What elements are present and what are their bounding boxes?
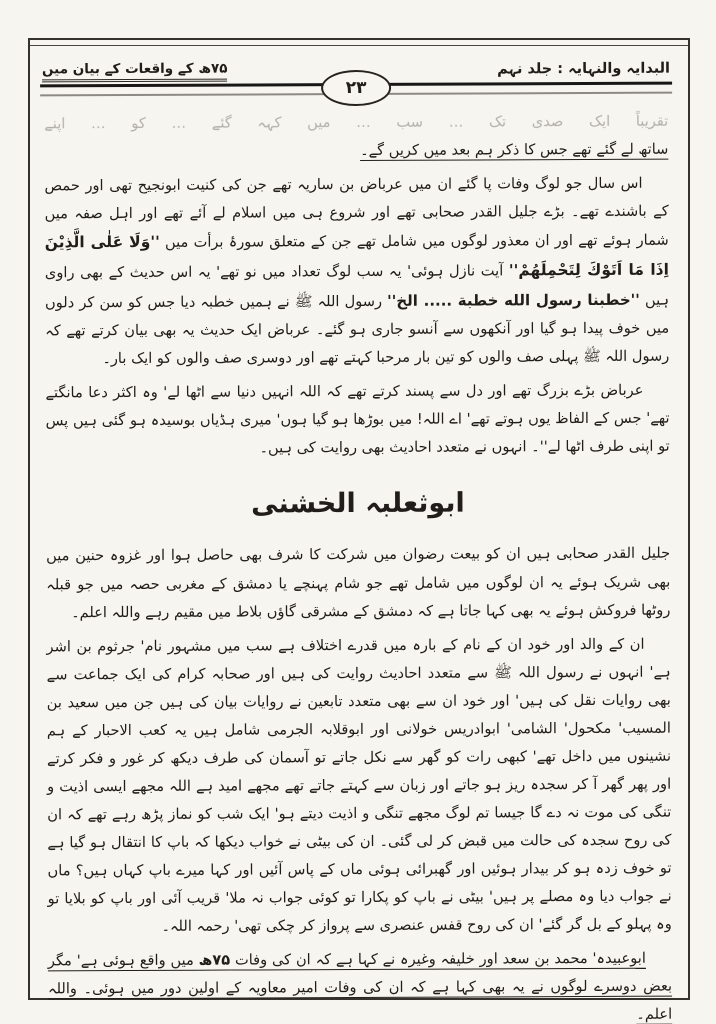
paragraph-faded [44,108,668,167]
faded-print-line: تقریباً ایک صدی تک … سب … میں کہہ گئے … کو … اپنے [44,112,669,133]
paragraph-death-year [48,944,672,1024]
paragraph-irbad-intro [44,170,669,373]
chapter-heading-abu-thalaba: ابوثعلبہ الخشنی [251,487,465,520]
paragraph-irbad-dua: عرباض بڑے بزرگ تھے اور دل سے پسند کرتے تھے کہ اللہ انہیں دنیا سے اٹھا لے' وہ اکثر دعا مانگتے تھے' جس کے الفاظ یوں ہوتے تھے' اے اللہ! میں بوڑھا ہو گیا ہوں' میری ہڈیاں بوسیدہ ہو گئی ہیں پس تو اپنی طرف اٹھا لے''۔ انہوں نے متعدد احادیث بھی روایت کی ہیں۔ [45,381,670,457]
page-number-badge [321,70,391,106]
header-rule [40,77,672,99]
section-title: ۷۵ھ کے واقعات کے بیان میں [42,61,228,83]
paragraph-abu-thalaba-intro: جلیل القدر صحابی ہیں ان کو بیعت رضوان میں شرکت کا شرف بھی حاصل ہوا اور غزوہ حنین میں بھی شریک ہوئے یہ ان لوگوں میں شامل تھے جو شام پہنچے یا دمشق کے مغربی حصہ میں جو قبلہ روٹھا فروکش ہوئے یہ بھی کہا جاتا ہے کہ دمشق کے مشرقی گاؤں بلاط میں مقیم رہے واللہ اعلم۔ [46,545,671,621]
paragraph-text: میں واقع ہوئی ہے' مگر بعض دوسرے لوگوں نے یہ بھی کہا ہے کہ ان کی وفات امیر معاویہ کے اولین دور میں ہوئی۔ واللہ اعلم۔ [47,951,673,1023]
paragraph-text: اس سال جو لوگ وفات پا گئے ان میں عرباض بن ساریہ تھے جن کی کنیت ابونجیح تھی اور حمص کے باشندے تھے۔ بڑے جلیل القدر صحابی تھے اور شروع ہی میں اسلام لے آئے تھے اور اہل صفہ میں شمار ہوئے تھے اور ان معذور لوگوں میں شامل تھے جن کے متعلق سورۂ برأت میں [44,174,669,251]
body-text [38,98,678,1024]
paragraph-text: رسول اللہ ﷺ نے ہمیں خطبہ دیا جس کو سن کر دلوں میں خوف پیدا ہو گیا اور آنکھوں سے آنسو جاری ہو گئے۔ عرباض ایک حدیث یہ بھی بیان کرتے تھے کہ رسول اللہ ﷺ پہلی صف والوں کو تین بار مرحبا کہتے تھے اور دوسری صف والوں کو ایک بار۔ [44,292,670,367]
inner-top-rule [30,45,688,46]
book-title: البدایہ والنہایہ : جلد نہم [497,60,671,78]
page-number: ۲۳ [345,77,367,99]
quran-verse-quote: ''وَلَا عَلٰى الَّذِيْنَ اِذَا مَا اَتَوْكَ لِتَحْمِلَهُمْ'' [44,232,669,280]
page-content [38,51,678,1023]
death-year-value: ۷۵ھ [198,951,231,969]
underlined-line: ساتھ لے گئے تھے جس کا ذکر ہم بعد میں کریں گے۔ [360,140,669,160]
paragraph-abu-thalaba-life: ان کے والد اور خود ان کے نام کے بارہ میں قدرے اختلاف ہے سب میں مشہور نام' جرثوم بن اشر ہے' انہوں نے رسول اللہ ﷺ سے متعدد احادیث روایت کی ہیں اور صحابہ کرام کی ایک جماعت سے بھی روایات نقل کی ہیں' اور خود ان سے بھی متعدد تابعین نے روایات بیان کی ہیں جن میں سعید بن المسیب' مکحول' الشامی' ابوادریس خولانی اور ابوقلابہ الجرمی شامل ہیں یہ کعب الاحبار کے ہم نشینوں میں داخل تھے' کبھی رات کو گھر سے نکل جاتے تو آسمان کی طرف دیکھ کر غور و فکر کرتے اور پھر گھر آ کر سجدہ ریز ہو جاتے اور زبان سے کہتے جاتے تھے مجھے امید ہے اللہ مجھے ایسی اذیت و تنگی کی موت نہ دے گا جیسا تم لوگ مجھے تنگی و اذیت دیتے ہو' ایک شب کو نماز پڑھ رہے تھے کہ ان کی روح سجدہ کی حالت میں قبض کر لی گئی۔ ان کی بیٹی نے خواب دیکھا کہ باپ کا انتقال ہو گیا ہے تو خوف زدہ ہو کر بیدار ہوئیں اور گھبرائی ہوئی ماں کے پاس آئیں اور کہا میرے باپ کہاں ہیں؟ ماں نے جواب دیا وہ مصلے پر ہیں' بیٹی نے باپ کو پکارا تو کوئی جواب نہ ملا' قریب آئی اور باپ کو بلایا تو وہ پہلو کے بل گر گئے' ان کی روح قفس عنصری سے پرواز کر چکی تھی' رحمہ اللہ۔ [46,635,672,935]
hadith-quote: ''خطبنا رسول الله خطبة ..... الخ'' [387,290,640,310]
paragraph-text: ابوعبیدہ' محمد بن سعد اور خلیفہ وغیرہ نے کہا ہے کہ ان کی وفات [230,949,646,969]
paragraph-text: آیت نازل ہوئی' یہ سب لوگ تعداد میں نو تھے' یہ اس حدیث کے بھی راوی ہیں [44,262,670,309]
